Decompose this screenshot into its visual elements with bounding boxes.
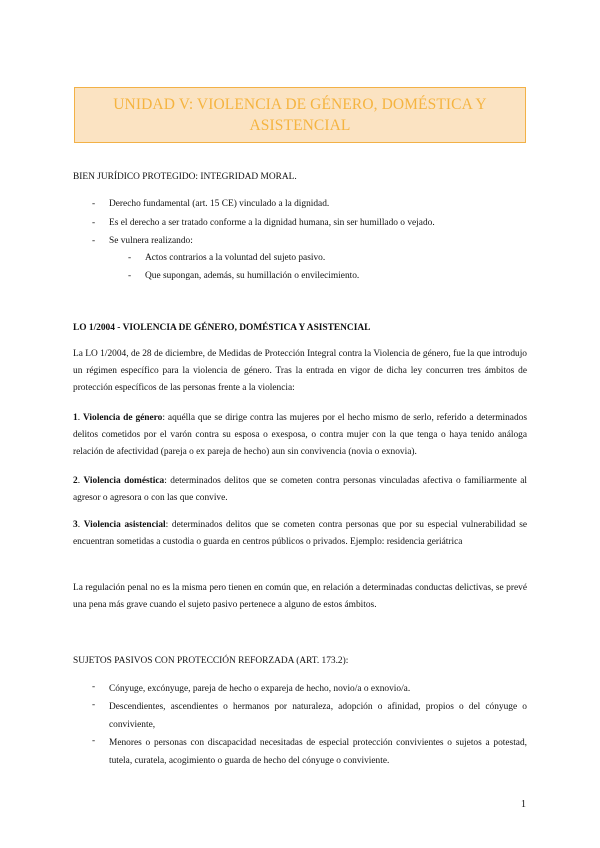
sub-bullet-dash: -	[128, 271, 132, 281]
bullet-dash: -	[92, 218, 96, 228]
sub-list-item: Que supongan, además, su humillación o envilecimiento.	[145, 271, 360, 281]
bullet-dash: -	[92, 236, 96, 246]
title-box	[74, 87, 526, 143]
item-number: 1	[73, 413, 78, 423]
paragraph-item-2: 2. Violencia doméstica: determinados delitos que se cometen contra personas vinculadas afectiva o familiarmente al agresor o agresora o con las que convive.	[73, 476, 527, 504]
page-number: 1	[521, 799, 526, 810]
list-item: Cónyuge, excónyuge, pareja de hecho o expareja de hecho, novio/a o exnovio/a.	[109, 684, 411, 694]
paragraph-item-3: 3. Violencia asistencial: determinados delitos que se cometen contra personas que por su especial vulnerabilidad se encuentran sometidas a custodia o guarda en centros públicos o privados. Ejemplo: residencia geriátrica	[73, 520, 528, 548]
section-heading-bien-juridico: BIEN JURÍDICO PROTEGIDO: INTEGRIDAD MORAL.	[73, 172, 297, 182]
item-term: Violencia de género	[83, 413, 163, 423]
section-heading-lo-1-2004: LO 1/2004 - VIOLENCIA DE GÉNERO, DOMÉSTICA Y ASISTENCIAL	[73, 323, 371, 333]
item-text: : determinados delitos que se cometen contra personas que por su especial vulnerabilidad se encuentran sometidas a custodia o guarda en centros públicos o privados. Ejemplo: residencia geriátrica	[73, 520, 528, 548]
bullet-dash: -	[92, 199, 96, 209]
item-text: : aquélla que se dirige contra las mujeres por el hecho mismo de serlo, referido a determinados delitos cometidos por el varón contra su esposa o exesposa, o contra mujer con la que tenga o haya tenido análoga relación de afectividad (pareja o ex pareja de hecho) aun sin convivencia (novia o exnovia).	[73, 413, 527, 458]
item-text: : determinados delitos que se cometen contra personas vinculadas afectiva o familiarmente al agresor o agresora o con las que convive.	[73, 476, 527, 504]
bullet-dash: -	[92, 736, 96, 746]
sub-bullet-dash: -	[128, 253, 132, 263]
list-item: Descendientes, ascendientes o hermanos por naturaleza, adopción o afinidad, propios o del cónyuge o conviviente,	[109, 702, 527, 730]
bullet-dash: -	[92, 700, 96, 710]
list-item: Menores o personas con discapacidad necesitadas de especial protección convivientes o sujetos a potestad, tutela, curatela, acogimiento o guarda de hecho del cónyuge o conviviente.	[109, 738, 527, 766]
closing-paragraph: La regulación penal no es la misma pero tienen en común que, en relación a determinadas conductas delictivas, se prevé una pena más grave cuando el sujeto pasivo pertenece a alguno de estos ámbitos.	[73, 583, 527, 611]
paragraph-item-1: 1. Violencia de género: aquélla que se dirige contra las mujeres por el hecho mismo de serlo, referido a determinados delitos cometidos por el varón contra su esposa o exesposa, o contra mujer con la que tenga o haya tenido análoga relación de afectividad (pareja o ex pareja de hecho) aun sin convivencia (novia o exnovia).	[73, 413, 527, 458]
bullet-dash: -	[92, 682, 96, 692]
item-term: Violencia asistencial	[83, 520, 166, 530]
item-number: 2	[73, 476, 78, 486]
list-item: Se vulnera realizando:	[109, 236, 193, 246]
sub-list-item: Actos contrarios a la voluntad del sujeto pasivo.	[145, 253, 326, 263]
section-heading-sujetos-pasivos: SUJETOS PASIVOS CON PROTECCIÓN REFORZADA (ART. 173.2):	[73, 656, 349, 666]
intro-paragraph: La LO 1/2004, de 28 de diciembre, de Medidas de Protección Integral contra la Violencia de género, fue la que introdujo un régimen específico para la violencia de género. Tras la entrada en vigor de dicha ley concurren tres ámbitos de protección específicos de las personas frente a la violencia:	[73, 349, 527, 394]
item-number: 3	[73, 520, 78, 530]
list-item: Es el derecho a ser tratado conforme a la dignidad humana, sin ser humillado o vejado.	[109, 218, 435, 228]
item-term: Violencia doméstica	[83, 476, 165, 486]
list-item: Derecho fundamental (art. 15 CE) vinculado a la dignidad.	[109, 199, 330, 209]
page-title: UNIDAD V: VIOLENCIA DE GÉNERO, DOMÉSTICA Y ASISTENCIAL	[113, 96, 487, 134]
